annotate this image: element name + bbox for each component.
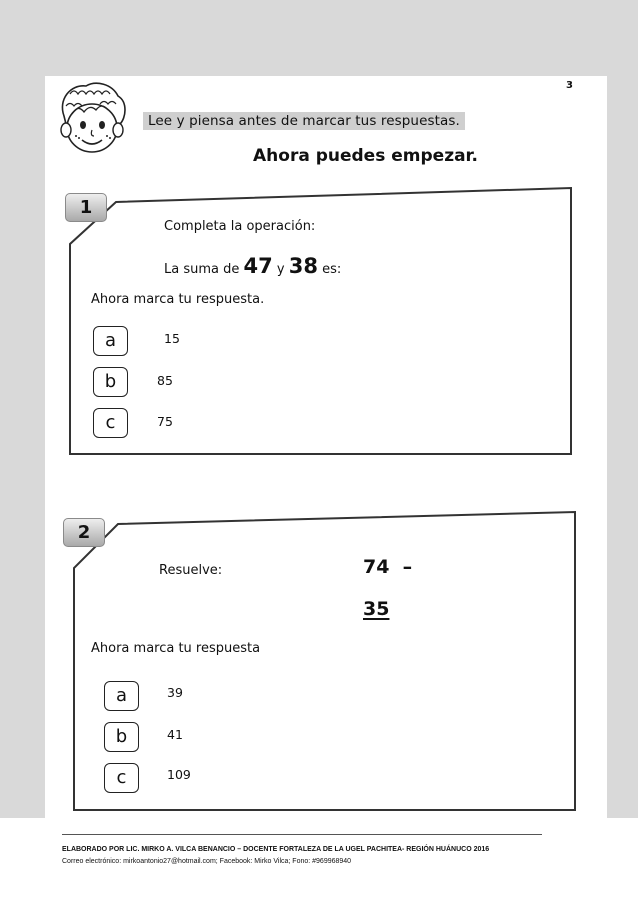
- minuend-line: 74 –: [363, 556, 413, 578]
- q2-option-a-value: 39: [167, 685, 183, 700]
- page-number: 3: [566, 80, 573, 91]
- child-face-illustration: [52, 78, 132, 160]
- q1-option-b-box[interactable]: b: [93, 367, 128, 397]
- subtrahend: 35: [363, 598, 390, 620]
- question-2-number: 2: [63, 518, 105, 547]
- q2-option-c-box[interactable]: c: [104, 763, 139, 793]
- question-1-prompt: [164, 254, 341, 278]
- prompt-prefix: La suma de: [164, 262, 244, 277]
- q1-option-a-box[interactable]: a: [93, 326, 128, 356]
- q1-option-a-value: 15: [164, 331, 180, 346]
- question-1-answer-prompt: Ahora marca tu respuesta.: [91, 292, 265, 307]
- q2-option-b-box[interactable]: b: [104, 722, 139, 752]
- q2-option-b-value: 41: [167, 727, 183, 742]
- q1-option-b-value: 85: [157, 373, 173, 388]
- operand-b: 38: [288, 254, 318, 278]
- operand-a: 47: [243, 254, 273, 278]
- intro-instruction: Lee y piensa antes de marcar tus respuestas.: [143, 112, 465, 130]
- q2-option-c-value: 109: [167, 767, 191, 782]
- question-1-frame: [66, 186, 576, 458]
- q1-option-c-box[interactable]: c: [93, 408, 128, 438]
- footer-contact: Correo electrónico: mirkoantonio27@hotmail.com; Facebook: Mirko Vilca; Fono: #969968940: [62, 858, 352, 865]
- prompt-suffix: es:: [317, 262, 342, 277]
- page-heading: Ahora puedes empezar.: [253, 146, 478, 166]
- question-1-instruction: Completa la operación:: [164, 219, 316, 234]
- q2-option-a-box[interactable]: a: [104, 681, 139, 711]
- prompt-connector: y: [272, 262, 289, 277]
- question-2-answer-prompt: Ahora marca tu respuesta: [91, 641, 261, 656]
- question-2-instruction: Resuelve:: [159, 563, 223, 578]
- question-2-frame: [70, 510, 580, 812]
- q1-option-c-value: 75: [157, 414, 173, 429]
- footer-author: ELABORADO POR LIC. MIRKO A. VILCA BENANCIO – DOCENTE FORTALEZA DE LA UGEL PACHITEA- REGIÓN HUÁNUCO 2016: [62, 846, 490, 853]
- footer-divider: [62, 834, 542, 835]
- question-1-number: 1: [65, 193, 107, 222]
